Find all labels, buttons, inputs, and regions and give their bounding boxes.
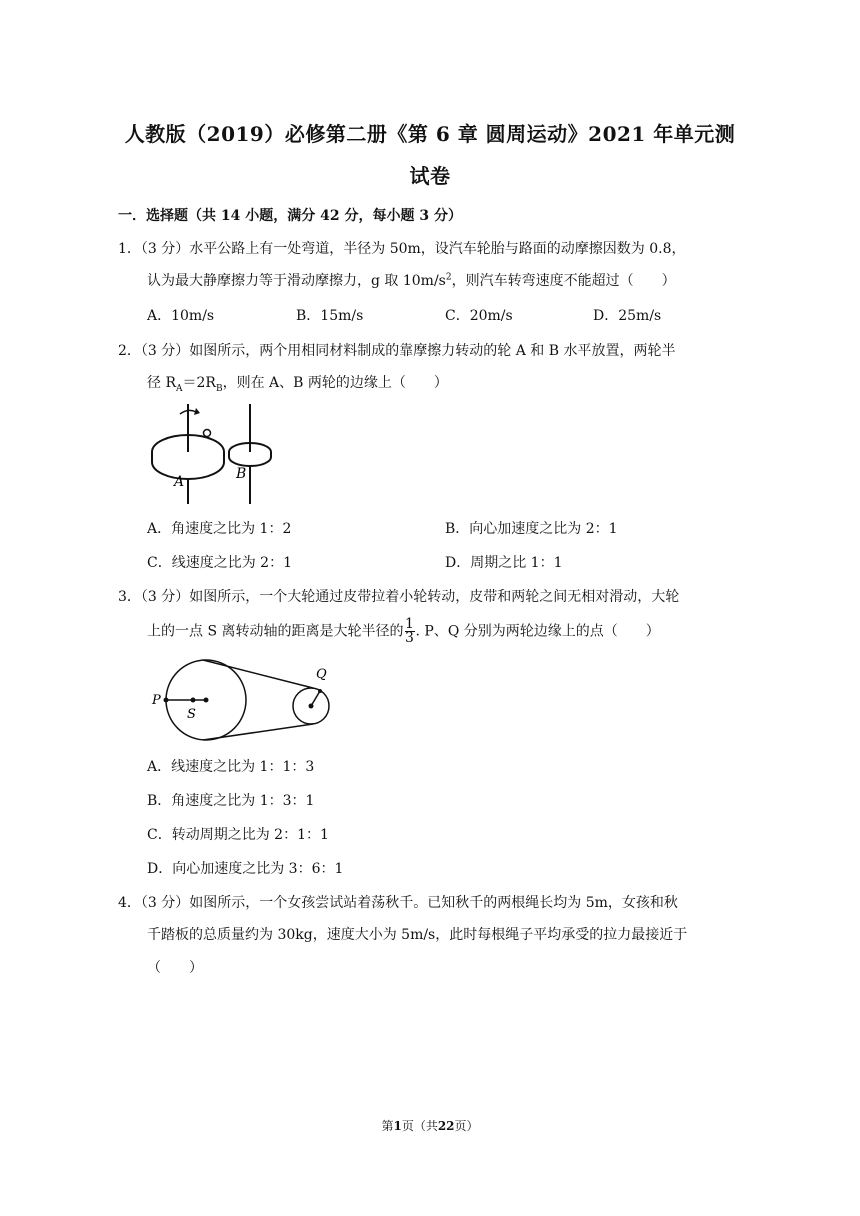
document-title-line2: 试卷: [409, 164, 451, 188]
q2-label-a: A: [174, 474, 185, 490]
q3-label-q: Q: [316, 667, 327, 682]
q1-option-a: A．10m/s: [147, 308, 215, 324]
q1-line1: 1．（3 分）水平公路上有一处弯道，半径为 50m，设汽车轮胎与路面的动摩擦因数为 0.8，: [118, 241, 686, 257]
q3-option-b: B．角速度之比为 1：3：1: [147, 793, 315, 809]
q1-option-d: D．25m/s: [593, 308, 662, 324]
q4-line1: 4．（3 分）如图所示，一个女孩尝试站着荡秋千。已知秋千的两根绳长均为 5m，女孩和秋: [118, 895, 678, 911]
q2-wheels-figure: [150, 400, 280, 506]
q3-line2: 上的一点 S 离转动轴的距离是大轮半径的 $\frac{1}{3}$ . P、Q 分别为两轮边缘上的点（ ）: [147, 616, 660, 646]
one-third-fraction: $\frac{1}{3}$: [405, 616, 414, 646]
q3-option-c: C．转动周期之比为 2：1：1: [147, 827, 329, 843]
q3-line1: 3．（3 分）如图所示，一个大轮通过皮带拉着小轮转动，皮带和两轮之间无相对滑动，大轮: [118, 589, 680, 605]
q3-label-s: S: [187, 707, 196, 722]
q2-line1: 2．（3 分）如图所示，两个用相同材料制成的靠摩擦力转动的轮 A 和 B 水平放置，两轮半: [118, 343, 676, 359]
section-heading: 一．选择题（共 14 小题，满分 42 分，每小题 3 分）: [118, 208, 462, 224]
page-footer: 第1页（共22页）: [381, 1119, 479, 1133]
q3-label-p: P: [152, 693, 161, 708]
q2-option-b: B．向心加速度之比为 2：1: [445, 521, 618, 537]
q4-line2: 千踏板的总质量约为 30kg，速度大小为 5m/s，此时每根绳子平均承受的拉力最接近于: [147, 927, 688, 943]
document-title-line1: 人教版（2019）必修第二册《第 6 章 圆周运动》2021 年单元测: [124, 122, 736, 146]
q4-line3: （ ）: [147, 960, 203, 976]
q1-option-b: B．15m/s: [296, 308, 364, 324]
q3-option-d: D．向心加速度之比为 3：6：1: [147, 861, 344, 877]
q2-option-d: D．周期之比 1：1: [445, 555, 563, 571]
q2-option-a: A．角速度之比为 1：2: [147, 521, 292, 537]
q1-line2: 认为最大静摩擦力等于滑动摩擦力，g 取 $10m/s^2$，则汽车转弯速度不能超过（ ）: [147, 272, 676, 289]
q2-option-c: C．线速度之比为 2：1: [147, 555, 292, 571]
q3-belt-pulley-figure: [148, 656, 343, 746]
q2-line2: 径 $R_A=2R_B$，则在 A、B 两轮的边缘上（ ）: [147, 375, 448, 394]
q1-option-c: C．20m/s: [445, 308, 513, 324]
q3-option-a: A．线速度之比为 1：1：3: [147, 759, 315, 775]
q2-label-b: B: [236, 466, 247, 482]
